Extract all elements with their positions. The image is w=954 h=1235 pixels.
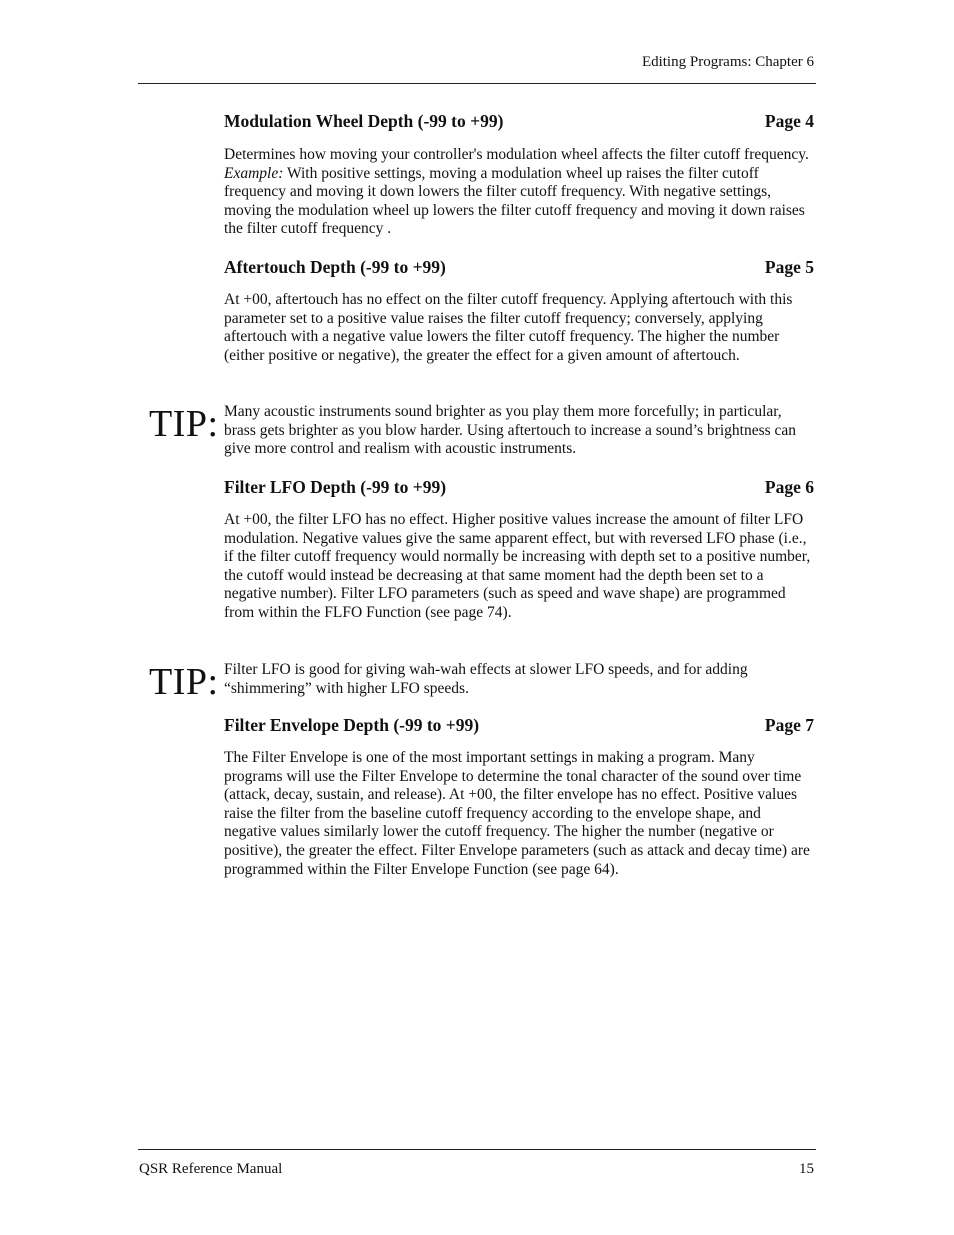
section-page-ref: Page 4 — [764, 111, 814, 131]
tip-aftertouch — [224, 403, 814, 459]
section-title: Modulation Wheel Depth (-99 to +99) — [224, 111, 504, 131]
tip-filter-lfo — [224, 661, 814, 698]
body-text: With positive settings, moving a modulation wheel up raises the filter cutoff frequency and moving it down lowers the filter cutoff frequency. With negative settings, moving the modulation wheel up lowers the filter cutoff frequency and moving it down raises the filter cutoff frequency . — [224, 164, 805, 238]
example-label: Example: — [224, 164, 284, 182]
section-page-ref: Page 6 — [764, 477, 814, 497]
section-heading — [224, 110, 814, 132]
section-mod-wheel-depth — [224, 110, 814, 239]
section-title: Aftertouch Depth (-99 to +99) — [224, 257, 446, 277]
footer-page-number: 15 — [799, 1161, 814, 1177]
section-body: At +00, aftertouch has no effect on the filter cutoff frequency. Applying aftertouch with this parameter set to a positive value raises the filter cutoff frequency; conversely, applying aftertouch with a negative value lowers the filter cutoff frequency. The higher the number (either positive or negative), the greater the effect for a given amount of aftertouch. — [224, 291, 793, 364]
section-title: Filter Envelope Depth (-99 to +99) — [224, 715, 480, 735]
tip-body: Filter LFO is good for giving wah-wah effects at slower LFO speeds, and for adding “shimmering” with higher LFO speeds. — [224, 661, 748, 697]
tip-body: Many acoustic instruments sound brighter as you play them more forcefully; in particular, brass gets brighter as you blow harder. Using aftertouch to increase a sound’s brightness can give more control and realism with acoustic instruments. — [224, 403, 797, 458]
section-heading — [224, 714, 814, 736]
footer-manual-title: QSR Reference Manual — [139, 1161, 283, 1177]
section-title: Filter LFO Depth (-99 to +99) — [224, 477, 447, 497]
section-body: The Filter Envelope is one of the most important settings in making a program. Many programs will use the Filter Envelope to determine the tonal character of the sound over time (attack, decay, sustain, and release). At +00, the filter envelope has no effect. Positive values raise the filter from the baseline cutoff frequency according to the envelope shape, and negative values similarly lower the cutoff frequency. The higher the number (negative or positive), the greater the effect. Filter Envelope parameters (such as attack and decay time) are programmed within the Filter Envelope Function (see page 64). — [224, 749, 810, 878]
section-heading — [224, 256, 814, 278]
footer-rule — [138, 1149, 816, 1150]
section-filter-lfo-depth — [224, 476, 814, 623]
tip-label: TIP: — [149, 403, 219, 445]
section-page-ref: Page 7 — [764, 715, 814, 735]
section-heading — [224, 476, 814, 498]
tip-label: TIP: — [149, 661, 219, 703]
body-text: Determines how moving your controller's modulation wheel affects the filter cutoff frequency. — [224, 146, 809, 163]
section-body — [224, 146, 814, 239]
section-filter-envelope-depth — [224, 714, 814, 879]
running-header: Editing Programs: Chapter 6 — [641, 54, 814, 70]
section-page-ref: Page 5 — [764, 257, 814, 277]
section-body: At +00, the filter LFO has no effect. Higher positive values increase the amount of filter LFO modulation. Negative values give the same apparent effect, but with reversed LFO phase (i.e., if the filter cutoff frequency would normally be increasing with depth set to a positive number, the cutoff would instead be decreasing at that same moment had the depth been set to a negative number). Filter LFO parameters (such as speed and wave shape) are programmed from within the FLFO Function (see page 74). — [224, 511, 811, 621]
header-rule — [138, 83, 816, 84]
section-aftertouch-depth — [224, 256, 814, 365]
